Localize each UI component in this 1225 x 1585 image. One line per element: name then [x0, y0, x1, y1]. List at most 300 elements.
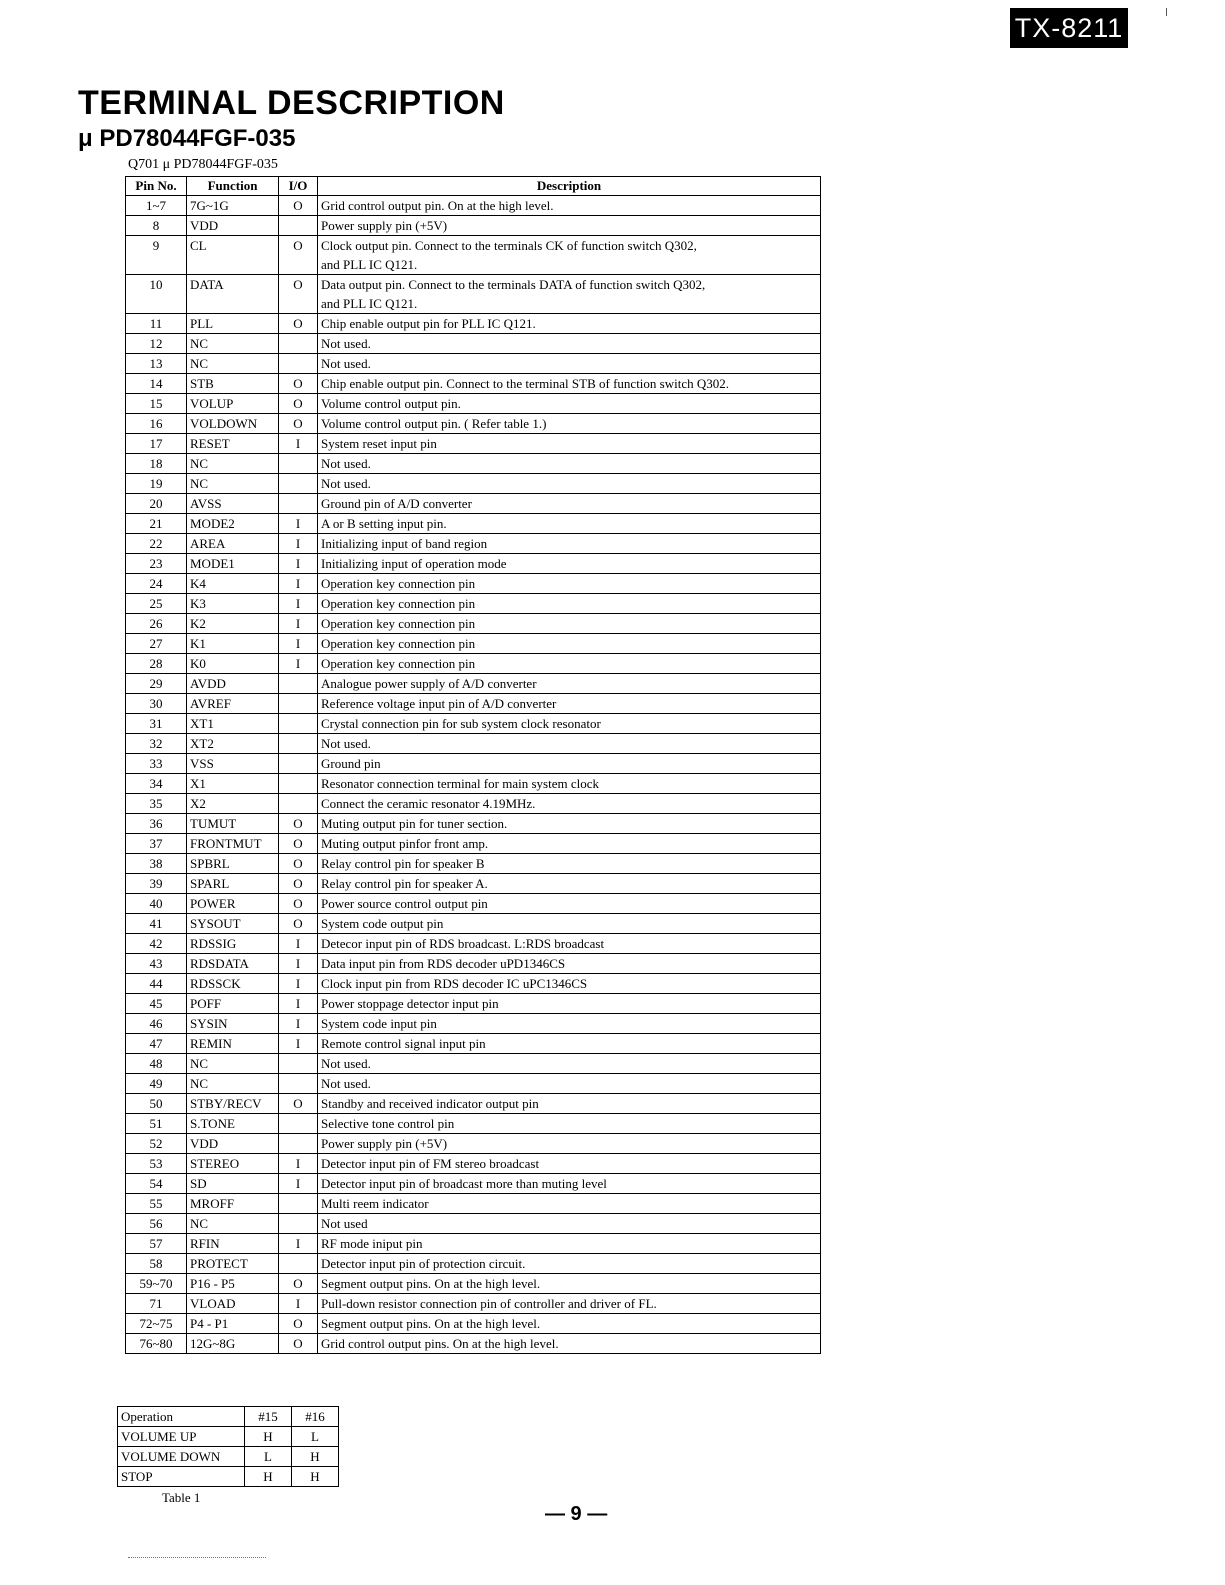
function-cell: K1 — [187, 634, 279, 654]
table-row — [126, 974, 821, 994]
header-description: Description — [318, 177, 821, 196]
io-cell: I — [279, 514, 318, 534]
io-cell: O — [279, 374, 318, 394]
operation-table-header — [118, 1407, 339, 1427]
pin-cell: 44 — [126, 974, 187, 994]
function-cell: NC — [187, 1074, 279, 1094]
io-cell — [279, 1114, 318, 1134]
table-row — [126, 634, 821, 654]
io-cell: I — [279, 614, 318, 634]
table-row — [126, 1234, 821, 1254]
io-cell: I — [279, 1014, 318, 1034]
table-row — [126, 1134, 821, 1154]
header-operation: Operation — [118, 1407, 245, 1427]
pin-cell: 1~7 — [126, 196, 187, 216]
pin-cell: 36 — [126, 814, 187, 834]
pin-cell: 71 — [126, 1294, 187, 1314]
pin-cell: 47 — [126, 1034, 187, 1054]
description-cell: Not used. — [318, 334, 821, 354]
table-row — [126, 674, 821, 694]
pin-cell: 15 — [126, 394, 187, 414]
description-cell: Connect the ceramic resonator 4.19MHz. — [318, 794, 821, 814]
pin-cell: 27 — [126, 634, 187, 654]
pin-cell: 43 — [126, 954, 187, 974]
pin-cell: 20 — [126, 494, 187, 514]
description-cell: Operation key connection pin — [318, 594, 821, 614]
io-cell: O — [279, 1334, 318, 1354]
function-cell: K4 — [187, 574, 279, 594]
function-cell: P4 - P1 — [187, 1314, 279, 1334]
description-cell: Power supply pin (+5V) — [318, 216, 821, 236]
description-cell — [318, 275, 821, 314]
pin-cell: 30 — [126, 694, 187, 714]
description-cell: Not used. — [318, 354, 821, 374]
description-cell: Selective tone control pin — [318, 1114, 821, 1134]
description-cell: Operation key connection pin — [318, 614, 821, 634]
pin-cell: 8 — [126, 216, 187, 236]
description-line: and PLL IC Q121. — [321, 257, 418, 272]
table-row — [126, 494, 821, 514]
description-cell: Reference voltage input pin of A/D converter — [318, 694, 821, 714]
function-cell: CL — [187, 236, 279, 275]
table-row — [126, 216, 821, 236]
description-cell: Crystal connection pin for sub system clock resonator — [318, 714, 821, 734]
pin-cell: 19 — [126, 474, 187, 494]
function-cell: VLOAD — [187, 1294, 279, 1314]
table-row — [126, 794, 821, 814]
pin-cell: 51 — [126, 1114, 187, 1134]
io-cell — [279, 674, 318, 694]
pin-cell: 25 — [126, 594, 187, 614]
io-cell: O — [279, 854, 318, 874]
function-cell: RDSDATA — [187, 954, 279, 974]
operation-table — [117, 1406, 339, 1487]
pin-cell: 49 — [126, 1074, 187, 1094]
description-cell: Detector input pin of broadcast more than muting level — [318, 1174, 821, 1194]
description-cell: Not used. — [318, 454, 821, 474]
pin-cell: 56 — [126, 1214, 187, 1234]
table-row — [126, 994, 821, 1014]
page-title: TERMINAL DESCRIPTION — [78, 84, 505, 122]
pin15-cell: L — [245, 1447, 292, 1467]
function-cell: RESET — [187, 434, 279, 454]
pin-cell: 72~75 — [126, 1314, 187, 1334]
table-row — [126, 394, 821, 414]
operation-row — [118, 1427, 339, 1447]
table-row — [126, 914, 821, 934]
table-row — [126, 1154, 821, 1174]
pin-cell: 52 — [126, 1134, 187, 1154]
function-cell: VSS — [187, 754, 279, 774]
operation-cell: STOP — [118, 1467, 245, 1487]
header-function: Function — [187, 177, 279, 196]
pin15-cell: H — [245, 1467, 292, 1487]
pin-cell: 23 — [126, 554, 187, 574]
pin-cell: 14 — [126, 374, 187, 394]
function-cell: POFF — [187, 994, 279, 1014]
table-row — [126, 854, 821, 874]
description-cell: Detector input pin of FM stereo broadcast — [318, 1154, 821, 1174]
function-cell: XT2 — [187, 734, 279, 754]
io-cell: I — [279, 1174, 318, 1194]
description-line: Data output pin. Connect to the terminals DATA of function switch Q302, — [321, 277, 706, 292]
pin-cell: 17 — [126, 434, 187, 454]
description-cell: Not used — [318, 1214, 821, 1234]
table-row — [126, 434, 821, 454]
description-cell: Not used. — [318, 1074, 821, 1094]
table-row — [126, 714, 821, 734]
pin-cell: 12 — [126, 334, 187, 354]
function-cell: STBY/RECV — [187, 1094, 279, 1114]
terminal-table-body — [126, 196, 821, 1354]
pin-cell: 11 — [126, 314, 187, 334]
pin-cell: 13 — [126, 354, 187, 374]
io-cell — [279, 494, 318, 514]
pin-cell: 18 — [126, 454, 187, 474]
function-cell: MROFF — [187, 1194, 279, 1214]
table-row — [126, 1054, 821, 1074]
io-cell — [279, 1134, 318, 1154]
table-row — [126, 1194, 821, 1214]
io-cell: O — [279, 914, 318, 934]
description-cell: System code output pin — [318, 914, 821, 934]
table-row — [126, 1274, 821, 1294]
pin16-cell: H — [292, 1467, 339, 1487]
pin-cell: 54 — [126, 1174, 187, 1194]
function-cell: K3 — [187, 594, 279, 614]
io-cell: O — [279, 1094, 318, 1114]
scan-mark — [1166, 8, 1167, 16]
description-cell: Grid control output pin. On at the high level. — [318, 196, 821, 216]
io-cell — [279, 1074, 318, 1094]
table-row — [126, 1214, 821, 1234]
pin16-cell: H — [292, 1447, 339, 1467]
description-cell: Operation key connection pin — [318, 574, 821, 594]
io-cell: O — [279, 394, 318, 414]
description-cell: Ground pin of A/D converter — [318, 494, 821, 514]
pin-cell: 22 — [126, 534, 187, 554]
description-cell: RF mode iniput pin — [318, 1234, 821, 1254]
pin-cell: 10 — [126, 275, 187, 314]
function-cell: RFIN — [187, 1234, 279, 1254]
pin-cell: 34 — [126, 774, 187, 794]
pin-cell: 31 — [126, 714, 187, 734]
description-cell: Remote control signal input pin — [318, 1034, 821, 1054]
table-row — [126, 1254, 821, 1274]
io-cell: I — [279, 994, 318, 1014]
io-cell: O — [279, 874, 318, 894]
description-cell: Standby and received indicator output pin — [318, 1094, 821, 1114]
table-row — [126, 834, 821, 854]
io-cell — [279, 354, 318, 374]
table-row — [126, 614, 821, 634]
function-cell: VOLUP — [187, 394, 279, 414]
description-cell: Chip enable output pin for PLL IC Q121. — [318, 314, 821, 334]
description-cell: Muting output pin for tuner section. — [318, 814, 821, 834]
table-row — [126, 474, 821, 494]
function-cell: SYSIN — [187, 1014, 279, 1034]
function-cell: XT1 — [187, 714, 279, 734]
function-cell: REMIN — [187, 1034, 279, 1054]
table-row — [126, 774, 821, 794]
description-cell: Initializing input of band region — [318, 534, 821, 554]
function-cell: POWER — [187, 894, 279, 914]
table-row — [126, 454, 821, 474]
io-cell: I — [279, 1294, 318, 1314]
function-cell: S.TONE — [187, 1114, 279, 1134]
io-cell — [279, 474, 318, 494]
pin-cell: 39 — [126, 874, 187, 894]
table-caption-top: Q701 μ PD78044FGF-035 — [128, 157, 278, 172]
table-row — [126, 1334, 821, 1354]
io-cell — [279, 1214, 318, 1234]
table-1-caption: Table 1 — [162, 1490, 201, 1505]
table-row — [126, 196, 821, 216]
pin-cell: 9 — [126, 236, 187, 275]
pin-cell: 59~70 — [126, 1274, 187, 1294]
table-row — [126, 754, 821, 774]
io-cell: I — [279, 974, 318, 994]
description-cell: Multi reem indicator — [318, 1194, 821, 1214]
pin-cell: 58 — [126, 1254, 187, 1274]
terminal-table-header — [126, 177, 821, 196]
pin-cell: 53 — [126, 1154, 187, 1174]
operation-row — [118, 1467, 339, 1487]
table-row — [126, 574, 821, 594]
io-cell: I — [279, 1154, 318, 1174]
function-cell: SD — [187, 1174, 279, 1194]
model-badge: TX-8211 — [1010, 8, 1128, 48]
function-cell: PROTECT — [187, 1254, 279, 1274]
io-cell: I — [279, 554, 318, 574]
function-cell: STEREO — [187, 1154, 279, 1174]
table-row — [126, 654, 821, 674]
table-row — [126, 814, 821, 834]
io-cell: I — [279, 634, 318, 654]
table-row — [126, 1014, 821, 1034]
description-cell: Detecor input pin of RDS broadcast. L:RDS broadcast — [318, 934, 821, 954]
page-number: — 9 — — [545, 1503, 608, 1525]
io-cell — [279, 1254, 318, 1274]
table-row — [126, 314, 821, 334]
function-cell: 12G~8G — [187, 1334, 279, 1354]
table-row — [126, 514, 821, 534]
io-cell — [279, 694, 318, 714]
pin-cell: 38 — [126, 854, 187, 874]
function-cell: VOLDOWN — [187, 414, 279, 434]
io-cell — [279, 774, 318, 794]
io-cell: I — [279, 934, 318, 954]
pin-cell: 26 — [126, 614, 187, 634]
function-cell: NC — [187, 1054, 279, 1074]
io-cell: I — [279, 1034, 318, 1054]
description-cell: Resonator connection terminal for main system clock — [318, 774, 821, 794]
description-cell: Not used. — [318, 734, 821, 754]
io-cell — [279, 334, 318, 354]
io-cell — [279, 1194, 318, 1214]
io-cell — [279, 1054, 318, 1074]
description-cell: Not used. — [318, 1054, 821, 1074]
description-cell: Relay control pin for speaker A. — [318, 874, 821, 894]
table-row — [126, 534, 821, 554]
function-cell: VDD — [187, 1134, 279, 1154]
description-line: Clock output pin. Connect to the terminals CK of function switch Q302, — [321, 238, 697, 253]
io-cell: I — [279, 954, 318, 974]
pin-cell: 41 — [126, 914, 187, 934]
function-cell: TUMUT — [187, 814, 279, 834]
io-cell: I — [279, 1234, 318, 1254]
table-row — [126, 334, 821, 354]
function-cell: STB — [187, 374, 279, 394]
io-cell: O — [279, 834, 318, 854]
table-row — [126, 894, 821, 914]
pin-cell: 32 — [126, 734, 187, 754]
description-cell: Chip enable output pin. Connect to the terminal STB of function switch Q302. — [318, 374, 821, 394]
description-cell: Analogue power supply of A/D converter — [318, 674, 821, 694]
table-row — [126, 414, 821, 434]
io-cell: O — [279, 275, 318, 314]
function-cell: VDD — [187, 216, 279, 236]
header-io: I/O — [279, 177, 318, 196]
function-cell: X2 — [187, 794, 279, 814]
function-cell: K2 — [187, 614, 279, 634]
description-cell — [318, 236, 821, 275]
description-cell: Volume control output pin. ( Refer table 1.) — [318, 414, 821, 434]
table-row — [126, 1174, 821, 1194]
chip-subtitle: μ PD78044FGF-035 — [78, 125, 296, 152]
pin16-cell: L — [292, 1427, 339, 1447]
pin-cell: 46 — [126, 1014, 187, 1034]
table-row — [126, 275, 821, 314]
pin-cell: 29 — [126, 674, 187, 694]
io-cell: I — [279, 594, 318, 614]
table-row — [126, 554, 821, 574]
description-cell: Operation key connection pin — [318, 654, 821, 674]
io-cell: O — [279, 314, 318, 334]
function-cell: 7G~1G — [187, 196, 279, 216]
table-row — [126, 1314, 821, 1334]
description-cell: A or B setting input pin. — [318, 514, 821, 534]
io-cell: O — [279, 196, 318, 216]
pin-cell: 35 — [126, 794, 187, 814]
function-cell: SYSOUT — [187, 914, 279, 934]
description-cell: Relay control pin for speaker B — [318, 854, 821, 874]
io-cell — [279, 754, 318, 774]
operation-table-body — [118, 1427, 339, 1487]
table-row — [126, 1094, 821, 1114]
pin-cell: 40 — [126, 894, 187, 914]
description-cell: System reset input pin — [318, 434, 821, 454]
pin-cell: 21 — [126, 514, 187, 534]
io-cell: I — [279, 534, 318, 554]
scan-line — [128, 1557, 266, 1558]
function-cell: NC — [187, 334, 279, 354]
io-cell — [279, 454, 318, 474]
function-cell: PLL — [187, 314, 279, 334]
function-cell: NC — [187, 1214, 279, 1234]
table-row — [126, 354, 821, 374]
description-cell: Power supply pin (+5V) — [318, 1134, 821, 1154]
function-cell: P16 - P5 — [187, 1274, 279, 1294]
function-cell: NC — [187, 454, 279, 474]
header-pin16: #16 — [292, 1407, 339, 1427]
table-row — [126, 734, 821, 754]
function-cell: NC — [187, 354, 279, 374]
pin-cell: 57 — [126, 1234, 187, 1254]
io-cell: O — [279, 1314, 318, 1334]
operation-cell: VOLUME UP — [118, 1427, 245, 1447]
table-row — [126, 1294, 821, 1314]
operation-cell: VOLUME DOWN — [118, 1447, 245, 1467]
io-cell: O — [279, 236, 318, 275]
pin-cell: 16 — [126, 414, 187, 434]
io-cell: O — [279, 814, 318, 834]
io-cell: O — [279, 414, 318, 434]
description-cell: Detector input pin of protection circuit. — [318, 1254, 821, 1274]
io-cell: I — [279, 574, 318, 594]
description-cell: Clock input pin from RDS decoder IC uPC1346CS — [318, 974, 821, 994]
table-row — [126, 1074, 821, 1094]
function-cell: AREA — [187, 534, 279, 554]
description-cell: System code input pin — [318, 1014, 821, 1034]
table-row — [126, 1034, 821, 1054]
io-cell — [279, 714, 318, 734]
function-cell: AVREF — [187, 694, 279, 714]
table-row — [126, 934, 821, 954]
description-cell: Grid control output pins. On at the high level. — [318, 1334, 821, 1354]
pin-cell: 76~80 — [126, 1334, 187, 1354]
function-cell: MODE1 — [187, 554, 279, 574]
table-row — [126, 1114, 821, 1134]
function-cell: K0 — [187, 654, 279, 674]
function-cell: X1 — [187, 774, 279, 794]
pin-cell: 24 — [126, 574, 187, 594]
io-cell: I — [279, 434, 318, 454]
description-cell: Volume control output pin. — [318, 394, 821, 414]
table-row — [126, 694, 821, 714]
function-cell: AVSS — [187, 494, 279, 514]
description-cell: Power stoppage detector input pin — [318, 994, 821, 1014]
description-cell: Data input pin from RDS decoder uPD1346CS — [318, 954, 821, 974]
io-cell — [279, 734, 318, 754]
operation-row — [118, 1447, 339, 1467]
io-cell: O — [279, 1274, 318, 1294]
function-cell: NC — [187, 474, 279, 494]
table-row — [126, 874, 821, 894]
table-row — [126, 954, 821, 974]
function-cell: RDSSCK — [187, 974, 279, 994]
pin-cell: 45 — [126, 994, 187, 1014]
io-cell: I — [279, 654, 318, 674]
table-row — [126, 236, 821, 275]
description-cell: Muting output pinfor front amp. — [318, 834, 821, 854]
description-cell: Segment output pins. On at the high level. — [318, 1274, 821, 1294]
description-cell: Initializing input of operation mode — [318, 554, 821, 574]
io-cell — [279, 794, 318, 814]
description-cell: Segment output pins. On at the high level. — [318, 1314, 821, 1334]
pin-cell: 42 — [126, 934, 187, 954]
description-cell: Operation key connection pin — [318, 634, 821, 654]
header-pin15: #15 — [245, 1407, 292, 1427]
function-cell: FRONTMUT — [187, 834, 279, 854]
pin15-cell: H — [245, 1427, 292, 1447]
description-cell: Not used. — [318, 474, 821, 494]
description-cell: Pull-down resistor connection pin of controller and driver of FL. — [318, 1294, 821, 1314]
function-cell: MODE2 — [187, 514, 279, 534]
terminal-table — [125, 176, 821, 1354]
io-cell: O — [279, 894, 318, 914]
function-cell: RDSSIG — [187, 934, 279, 954]
